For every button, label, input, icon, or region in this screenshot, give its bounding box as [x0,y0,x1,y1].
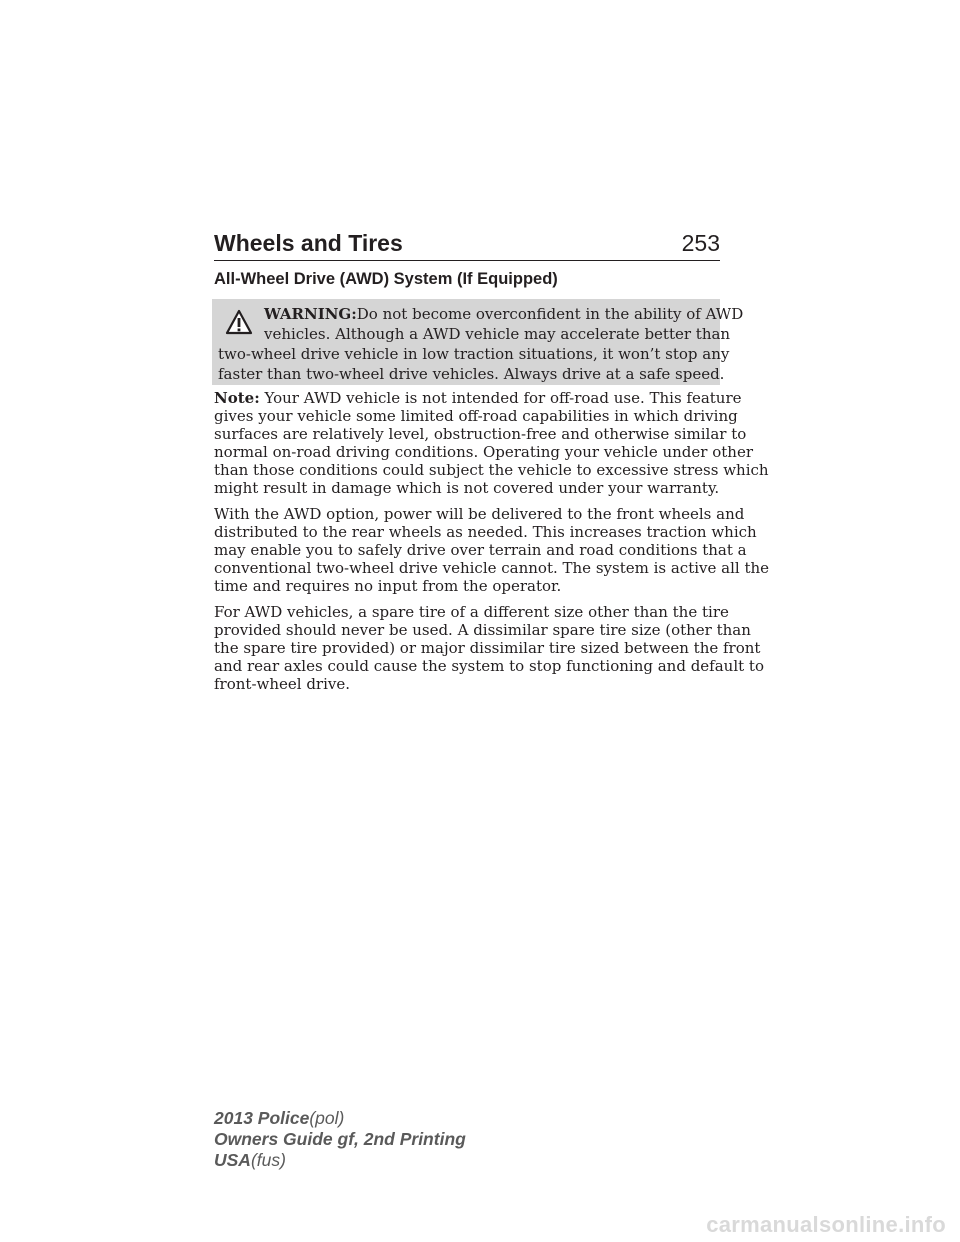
warning-box [212,299,744,385]
note-line-2: gives your vehicle some limited off-road capabilities in which driving [214,407,738,425]
footer-line-1: 2013 Police(pol) [214,1108,345,1128]
warning-text: Do not become overconfident in the ability of AWD [356,305,744,323]
warning-line-4: faster than two-wheel drive vehicles. Always drive at a safe speed. [218,365,725,383]
paragraph-3-line-4: and rear axles could cause the system to stop functioning and default to [214,657,764,675]
paragraph-2-line-2: distributed to the rear wheels as needed. This increases traction which [214,523,757,541]
edition-footer [214,1108,466,1171]
note-line-1: Note: Your AWD vehicle is not intended for off-road use. This feature [214,389,742,407]
paragraph-2-line-1: With the AWD option, power will be delivered to the front wheels and [214,505,745,523]
note-line-5: than those conditions could subject the vehicle to excessive stress which [214,461,769,479]
paragraph-3-line-5: front-wheel drive. [214,675,351,693]
chapter-title: Wheels and Tires [214,230,403,256]
footer-line-2: Owners Guide gf, 2nd Printing [214,1129,466,1149]
warning-triangle-icon [225,309,253,335]
paragraph-3-line-2: provided should never be used. A dissimilar spare tire size (other than [214,621,751,639]
warning-line-1 [264,303,743,325]
paragraph-2-line-5: time and requires no input from the operator. [214,577,562,595]
warning-line-2: vehicles. Although a AWD vehicle may accelerate better than [264,325,731,343]
paragraph-2-line-4: conventional two-wheel drive vehicle cannot. The system is active all the [214,559,770,577]
paragraph-3-line-1: For AWD vehicles, a spare tire of a different size other than the tire [214,603,729,621]
note-line-6: might result in damage which is not covered under your warranty. [214,479,720,497]
footer-line-3: USA(fus) [214,1150,286,1170]
page-number: 253 [681,230,720,256]
warning-line-3: two-wheel drive vehicle in low traction situations, it won’t stop any [218,345,730,363]
warning-label: WARNING: [264,305,357,323]
watermark: carmanualsonline.info [706,1212,946,1237]
note-line-4: normal on-road driving conditions. Operating your vehicle under other [214,443,753,461]
note-line-3: surfaces are relatively level, obstruction-free and otherwise similar to [214,425,747,443]
paragraph-3-line-3: the spare tire provided) or major dissimilar tire sized between the front [214,639,761,657]
note-label: Note: [214,389,260,407]
section-heading: All-Wheel Drive (AWD) System (If Equipped) [214,270,558,288]
paragraph-2-line-3: may enable you to safely drive over terrain and road conditions that a [214,541,747,559]
page-header [214,226,720,261]
